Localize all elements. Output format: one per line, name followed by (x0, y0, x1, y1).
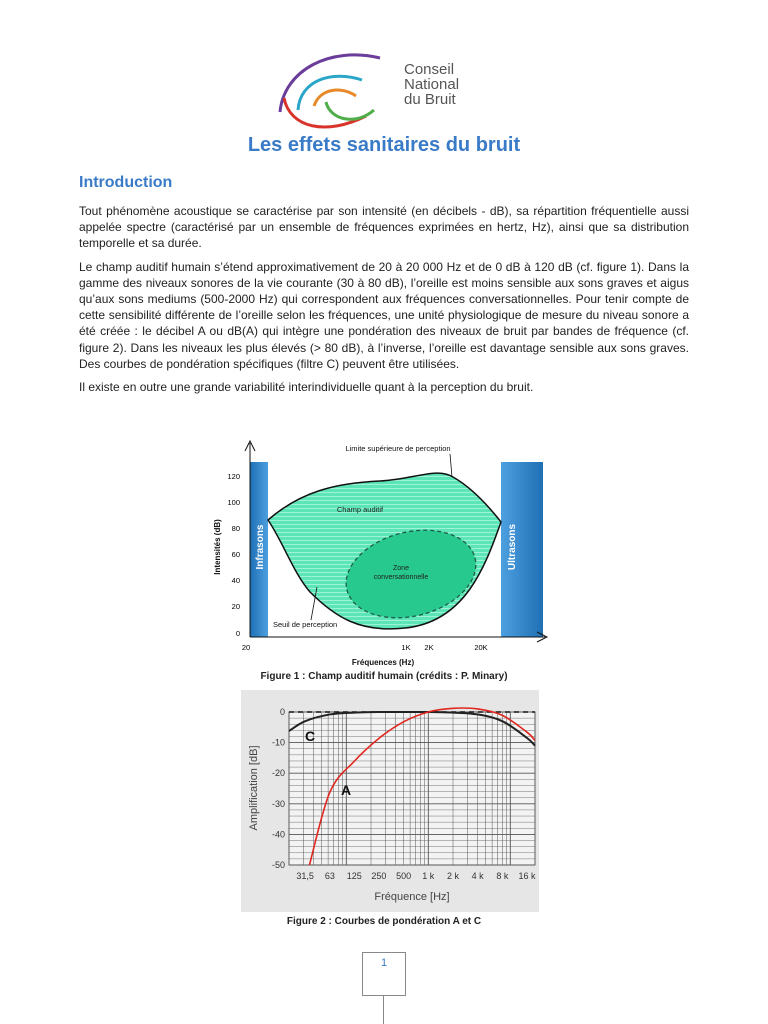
page-number-box (362, 952, 406, 996)
curve-c-label: C (305, 728, 316, 744)
section-heading: Introduction (79, 174, 173, 191)
figure-1-xlabel: Fréquences (Hz) (351, 658, 415, 667)
page-number-line (383, 996, 384, 1024)
paragraph-3: Il existe en outre une grande variabilité interindividuelle quant à la perception du bruit. (79, 380, 534, 395)
logo-line-1: Conseil (404, 61, 455, 78)
fig2-ytick: -20 (271, 768, 285, 779)
figure-2-ylabel: Amplification [dB] (248, 745, 260, 831)
infrasons-label: Infrasons (255, 524, 266, 570)
figure-1-ylabel: Intensités (dB) (213, 519, 222, 575)
fig1-ytick: 80 (231, 524, 240, 533)
figure-2-caption: Figure 2 : Courbes de pondération A et C (286, 916, 482, 927)
fig2-xtick: 4 k (471, 871, 484, 881)
page-number: 1 (380, 957, 388, 969)
fig1-xtick: 20 (241, 643, 251, 652)
fig1-xtick: 1K (401, 643, 411, 652)
page-title: Les effets sanitaires du bruit (247, 134, 521, 156)
fig1-ytick: 60 (231, 550, 240, 559)
logo-text (404, 62, 459, 107)
fig2-xtick: 125 (346, 871, 362, 881)
fig2-xtick: 2 k (446, 871, 460, 881)
logo-line-3: du Bruit (404, 91, 456, 108)
logo (270, 40, 510, 140)
figure-2-xlabel: Fréquence [Hz] (374, 891, 450, 903)
zone-label-1: Zone (393, 565, 409, 572)
fig2-xtick: 63 (324, 871, 335, 881)
fig2-xtick: 31,5 (296, 871, 314, 881)
fig1-ytick: 40 (231, 576, 240, 585)
logo-line-2: National (404, 76, 460, 93)
fig2-ytick: -40 (271, 829, 285, 840)
figure-1-chart (205, 437, 550, 669)
paragraph-2: Le champ auditif humain s’étend approximativement de 20 à 20 000 Hz et de 0 dB à 120 dB (cf. figure 1). Dans la gamme des niveaux sonores de la vie courante (30 à 80 dB), l’oreille est moins sensible aux sons graves et aigus qu’aux sons mediums (500-2000 Hz) qui correspondent aux fréquences conversationnelles. Pour tenir compte de cette sensibilité différente de l’oreille selon les fréquences, une unité physiologique de mesure du niveau sonore a été créée : le décibel A ou dB(A) qui intègre une pondération des niveaux de bruit par bandes de fréquence (cf. figure 2). Dans les niveaux les plus élevés (> 80 dB), à l’inverse, l’oreille est davantage sensible aux sons graves. Des courbes de pondération spécifiques (filtre C) peuvent être utilisées. (79, 259, 689, 371)
fig1-xtick: 2K (424, 643, 434, 652)
fig2-ytick: -50 (271, 860, 285, 870)
fig1-xtick: 20K (474, 643, 488, 652)
figure-2-chart (241, 690, 539, 912)
body-text (79, 203, 689, 402)
fig2-ytick: 0 (279, 707, 285, 717)
fig2-xtick: 500 (396, 871, 412, 881)
logo-mark (270, 40, 400, 140)
figure-2-plot-area (289, 712, 535, 865)
fig2-xtick: 8 k (496, 871, 509, 881)
curve-a-label: A (341, 782, 352, 798)
paragraph-1: Tout phénomène acoustique se caractérise par son intensité (en décibels - dB), sa répartition fréquentielle aussi appelée spectre (caractérisé par un ensemble de fréquences exprimées en hertz, Hz), ainsi que sa distribution temporelle et sa durée. (79, 204, 689, 251)
figure-1-caption: Figure 1 : Champ auditif humain (crédits : P. Minary) (260, 671, 508, 682)
fig1-ytick: 120 (227, 472, 240, 481)
upper-limit-label: Limite supérieure de perception (345, 444, 451, 453)
fig1-ytick: 20 (231, 602, 240, 611)
fig2-xtick: 250 (371, 871, 387, 881)
ultrasons-label: Ultrasons (507, 523, 518, 571)
fig2-xtick: 16 k (518, 871, 536, 881)
fig2-ytick: -30 (271, 798, 285, 809)
field-label: Champ auditif (336, 505, 384, 514)
fig1-ytick: 100 (227, 498, 240, 507)
fig1-ytick: 0 (235, 629, 240, 638)
fig2-xtick: 1 k (422, 871, 435, 881)
fig2-ytick: -10 (271, 737, 285, 748)
zone-label-2: conversationnelle (373, 574, 429, 581)
threshold-label: Seuil de perception (273, 620, 338, 629)
